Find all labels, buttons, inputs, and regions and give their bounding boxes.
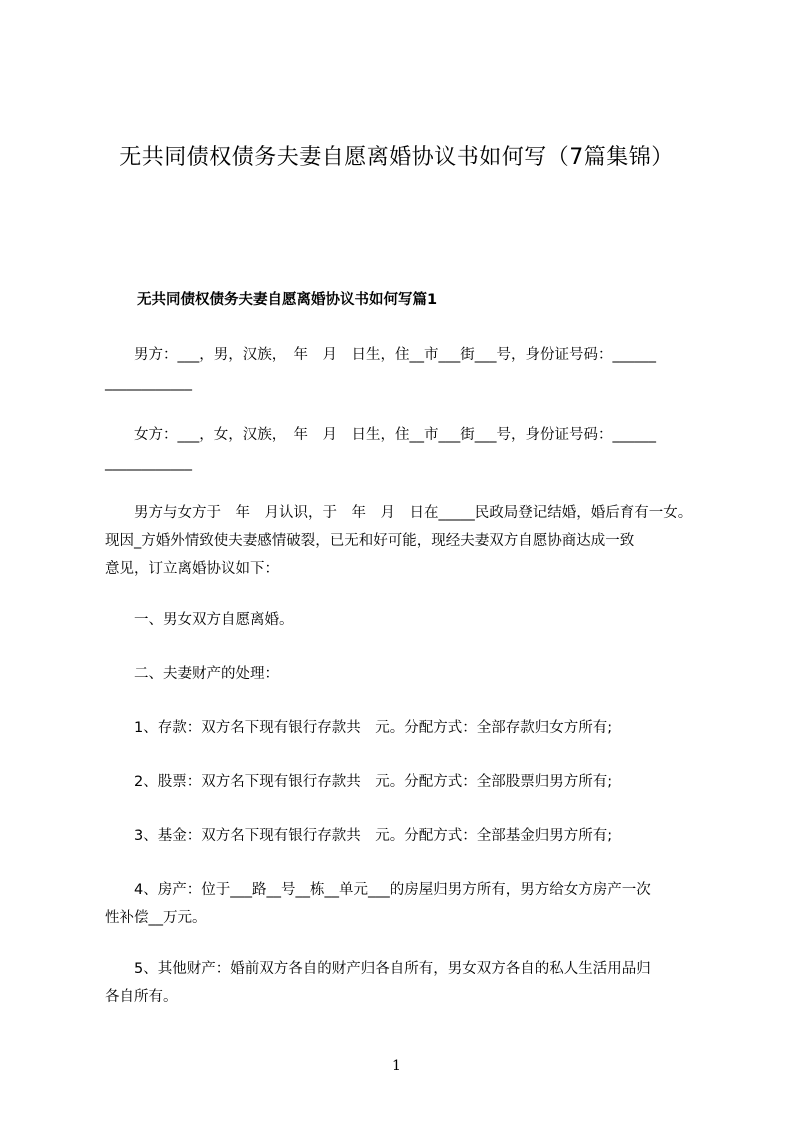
paragraph-line: 3、基金：双方名下现有银行存款共 元。分配方式：全部基金归男方所有; bbox=[105, 828, 613, 844]
paragraph-line: 女方：___，女，汉族， 年 月 日生，住__市___街___号，身份证号码：______ bbox=[105, 427, 656, 443]
clause-2-1-savings bbox=[105, 714, 710, 742]
paragraph-line: 男方与女方于 年 月认识，于 年 月 日在_____民政局登记结婚，婚后育有一女。 bbox=[105, 505, 693, 521]
paragraph-female-party bbox=[105, 421, 710, 477]
paragraph-line: 二、夫妻财产的处理： bbox=[105, 666, 279, 682]
paragraph-line: 意见，订立离婚协议如下： bbox=[105, 561, 279, 577]
paragraph-line: 一、男女双方自愿离婚。 bbox=[105, 612, 294, 628]
section-heading: 无共同债权债务夫妻自愿离婚协议书如何写篇1 bbox=[137, 292, 438, 308]
clause-1 bbox=[105, 606, 710, 634]
paragraph-background bbox=[105, 499, 710, 583]
paragraph-line: ____________ bbox=[105, 455, 192, 471]
paragraph-line: 5、其他财产：婚前双方各自的财产归各自所有，男女双方各自的私人生活用品归 bbox=[105, 961, 651, 977]
paragraph-line: 性补偿__万元。 bbox=[105, 910, 207, 926]
clause-2 bbox=[105, 660, 710, 688]
document-title: 无共同债权债务夫妻自愿离婚协议书如何写（7篇集锦） bbox=[119, 145, 674, 170]
clause-2-5-other-assets bbox=[105, 955, 710, 1011]
paragraph-line: 2、股票：双方名下现有银行存款共 元。分配方式：全部股票归男方所有; bbox=[105, 774, 613, 790]
paragraph-line: 现因_方婚外情致使夫妻感情破裂，已无和好可能，现经夫妻双方自愿协商达成一致 bbox=[105, 533, 635, 549]
paragraph-line: 男方：___，男，汉族， 年 月 日生，住__市___街___号，身份证号码：______ bbox=[105, 347, 656, 363]
page-number: 1 bbox=[392, 1058, 401, 1074]
paragraph-line: 4、房产：位于___路__号__栋__单元___的房屋归男方所有，男方给女方房产一次 bbox=[105, 882, 651, 898]
paragraph-line: 各自所有。 bbox=[105, 989, 178, 1005]
paragraph-male-party bbox=[105, 341, 710, 397]
paragraph-line: 1、存款：双方名下现有银行存款共 元。分配方式：全部存款归女方所有; bbox=[105, 720, 613, 736]
paragraph-line: ____________ bbox=[105, 375, 192, 391]
clause-2-4-property bbox=[105, 876, 710, 932]
clause-2-2-stocks bbox=[105, 768, 710, 796]
clause-2-3-funds bbox=[105, 822, 710, 850]
